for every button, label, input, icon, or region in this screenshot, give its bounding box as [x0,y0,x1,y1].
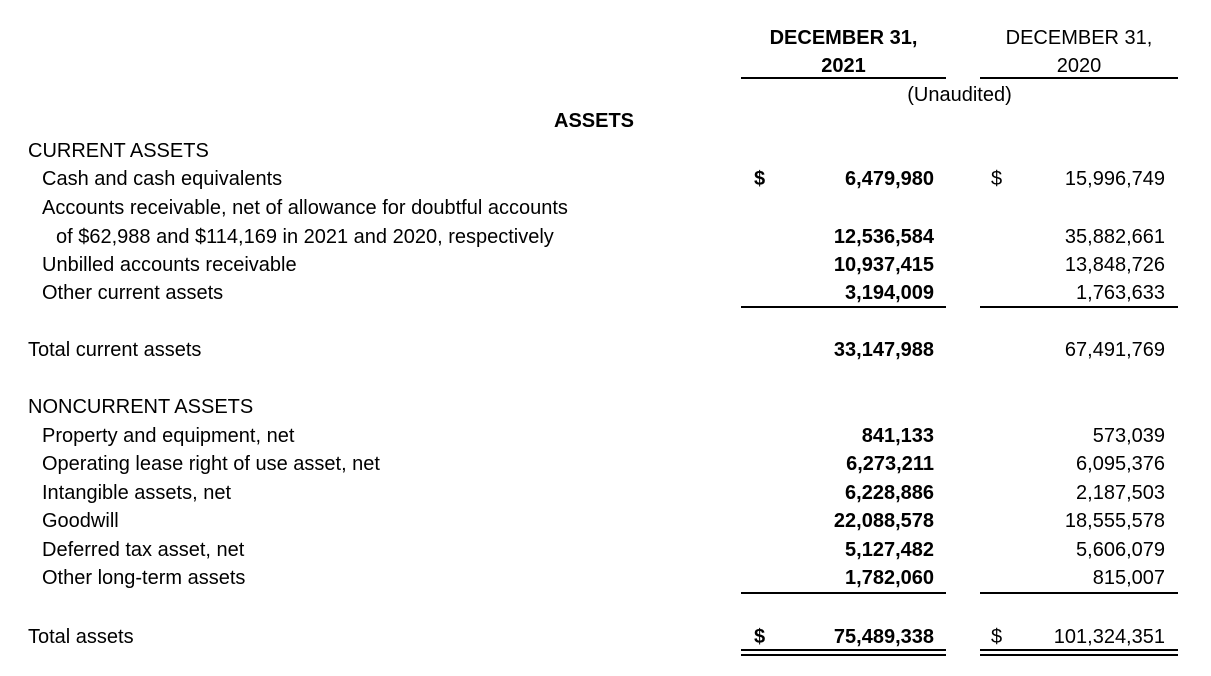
noncurrent-assets-heading-row [0,396,1211,424]
value-2021: 22,088,578 [833,510,934,532]
row-label: Other current assets [42,282,224,304]
table-row [0,254,1211,282]
column-header-2020-line2: 2020 [1056,55,1102,77]
currency-symbol-2021: $ [754,168,766,190]
row-label: Unbilled accounts receivable [42,254,297,276]
column-header-2021-line2: 2021 [821,55,866,77]
column-header-2021-rule [741,77,946,79]
table-row [0,226,1211,254]
value-2020: 5,606,079 [1076,539,1165,561]
value-2021: 5,127,482 [845,539,934,561]
row-label: Accounts receivable, net of allowance for doubtful accounts [42,197,568,219]
row-label: Intangible assets, net [42,482,232,504]
total-double-rule-2021 [741,649,946,656]
value-2021: 6,273,211 [846,453,934,475]
value-2020: 35,882,661 [1064,226,1165,248]
current-assets-heading: CURRENT ASSETS [28,140,209,162]
table-row [0,510,1211,538]
value-2020: 2,187,503 [1076,482,1165,504]
column-header-2020-line1: DECEMBER 31, [1005,27,1153,49]
currency-symbol-2020: $ [991,168,1003,190]
subtotal-rule-2021 [741,592,946,594]
row-label: Total assets [28,626,134,648]
unaudited-note: (Unaudited) [907,84,1012,106]
row-label: Total current assets [28,339,202,361]
row-label: Property and equipment, net [42,425,295,447]
column-header-2021-line1: DECEMBER 31, [769,27,918,49]
subtotal-rule-2020 [980,306,1178,308]
column-header-2020-rule [980,77,1178,79]
section-heading-assets: ASSETS [554,110,635,132]
currency-symbol-2021: $ [754,626,766,648]
value-2020: 101,324,351 [1053,626,1165,648]
value-2020: 18,555,578 [1064,510,1165,532]
table-row [0,482,1211,510]
table-row [0,539,1211,567]
value-2021: 3,194,009 [845,282,934,304]
row-label: Operating lease right of use asset, net [42,453,380,475]
value-2021: 33,147,988 [833,339,934,361]
row-label: Goodwill [42,510,119,532]
current-assets-heading-row [0,140,1211,168]
currency-symbol-2020: $ [991,626,1003,648]
table-row [0,453,1211,481]
value-2021: 6,228,886 [845,482,934,504]
value-2021: 12,536,584 [833,226,934,248]
table-row-total [0,339,1211,367]
value-2020: 67,491,769 [1064,339,1165,361]
value-2020: 573,039 [1092,425,1165,447]
row-label: Other long-term assets [42,567,246,589]
value-2021: 1,782,060 [845,567,934,589]
value-2020: 13,848,726 [1064,254,1165,276]
noncurrent-assets-heading: NONCURRENT ASSETS [28,396,254,418]
column-header-2021 [741,24,946,80]
column-header-2020 [980,24,1178,80]
table-row [0,197,1211,225]
table-row [0,168,1211,196]
value-2021: 841,133 [861,425,934,447]
value-2020: 815,007 [1092,567,1165,589]
value-2021: 10,937,415 [833,254,934,276]
row-label: Deferred tax asset, net [42,539,245,561]
subtotal-rule-2021 [741,306,946,308]
value-2020: 15,996,749 [1064,168,1165,190]
table-row [0,567,1211,595]
value-2021: 6,479,980 [845,168,934,190]
table-row [0,425,1211,453]
total-double-rule-2020 [980,649,1178,656]
subtotal-rule-2020 [980,592,1178,594]
value-2020: 6,095,376 [1076,453,1165,475]
value-2021: 75,489,338 [833,626,934,648]
value-2020: 1,763,633 [1076,282,1165,304]
row-label: Cash and cash equivalents [42,168,283,190]
row-label: of $62,988 and $114,169 in 2021 and 2020, respectively [56,226,554,248]
